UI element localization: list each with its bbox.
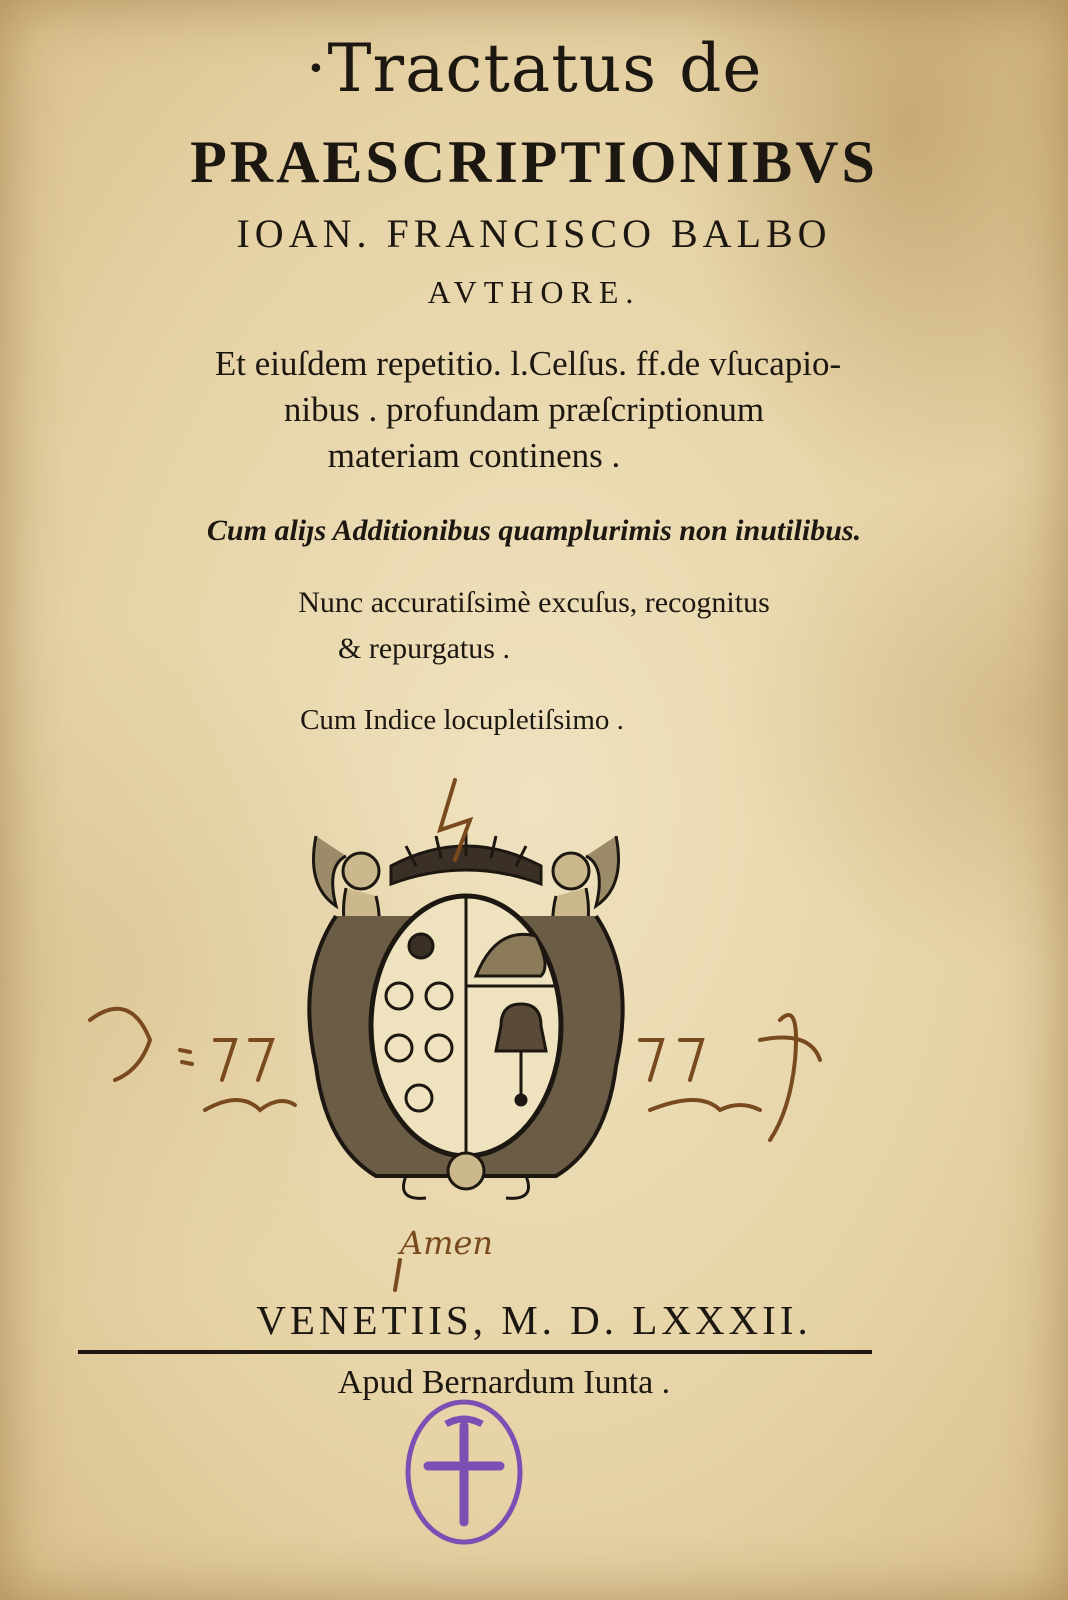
- index-line: Cum Indice locupletiſsimo .: [300, 704, 624, 736]
- authore-line: AVTHORE.: [427, 274, 641, 310]
- horizontal-rule: [78, 1350, 872, 1354]
- body-line-2: nibus . profundam præſcriptionum: [283, 390, 765, 429]
- additions-line: Cum aliȷs Additionibus quamplurimis non inutilibus.: [206, 514, 862, 547]
- imprint-line: VENETIIS, M. D. LXXXII.: [256, 1297, 812, 1343]
- publisher-line: Apud Bernardum Iunta .: [337, 1364, 671, 1401]
- title-line-1: ·Tractatus de: [305, 30, 763, 107]
- handwritten-amen: Amen: [400, 1224, 493, 1262]
- edition-note-line-2: & repurgatus .: [338, 632, 510, 665]
- body-line-3: materiam continens .: [327, 436, 621, 475]
- title-line-2: PRAESCRIPTIONIBVS: [190, 129, 878, 195]
- coat-of-arms-emblem: [296, 826, 636, 1206]
- edition-note-line-1: Nunc accuratiſsimè excuſus, recognitus: [298, 586, 770, 619]
- author-line: IOAN. FRANCISCO BALBO: [236, 211, 832, 256]
- body-line-1: Et eiuſdem repetitio. l.Celſus. ff.de vſucapio-: [214, 344, 842, 383]
- library-stamp: [402, 1396, 526, 1548]
